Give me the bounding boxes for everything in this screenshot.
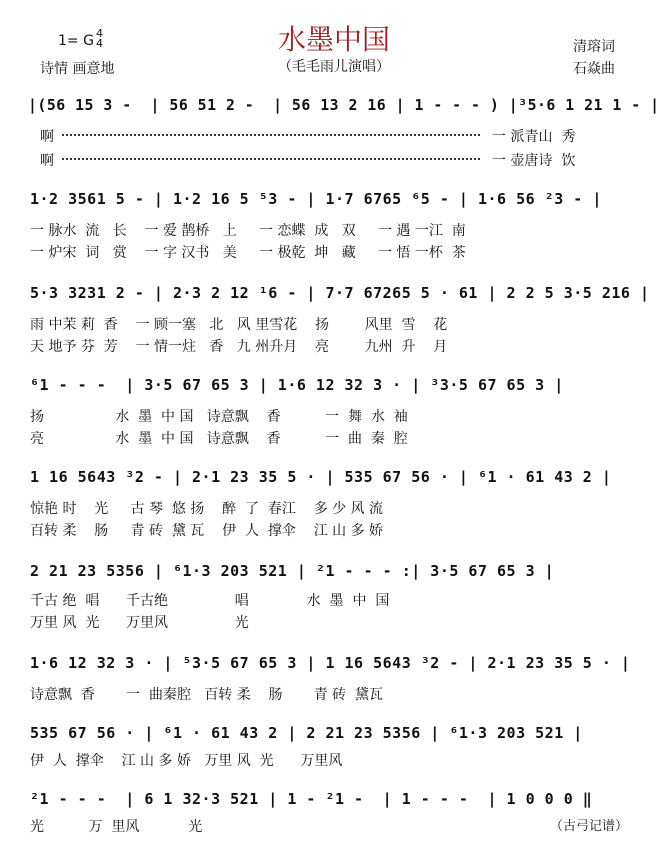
score-row-3: 5·3 3231 2 - | 2·3 2 12 ¹6 - | 7·7 67265 5 · 61 | 2 2 5 3·5 216 |	[30, 284, 650, 302]
lyric-extension-line	[62, 158, 480, 160]
lyricist: 清瑢词	[573, 39, 615, 55]
lyrics-row-6-v2: 万里 风 光 万里风 光	[30, 615, 249, 631]
lyrics-row-4-v1: 扬 水 墨 中 国 诗意飘 香 一 舞 水 袖	[30, 409, 408, 425]
lyrics-row-1-v2: 啊	[40, 153, 54, 169]
lyrics-row-1-tail-v2: 一 壶唐诗 饮	[492, 153, 576, 169]
lyric-extension-line	[62, 134, 480, 136]
song-title: 水墨中国	[277, 23, 390, 56]
lyrics-row-1-tail-v1: 一 派青山 秀	[492, 129, 576, 145]
lyrics-row-3-v1: 雨 中茉 莉 香 一 顾一塞 北 风 里雪花 扬 风里 雪 花	[30, 317, 448, 333]
score-row-2: 1·2 3561 5 - | 1·2 16 5 ⁵3 - | 1·7 6765 ⁶5 - | 1·6 56 ²3 - |	[30, 190, 602, 208]
lyrics-row-4-v2: 亮 水 墨 中 国 诗意飘 香 一 曲 秦 腔	[30, 431, 408, 447]
lyrics-row-7: 诗意飘 香 一 曲秦腔 百转 柔 肠 青 砖 黛瓦	[30, 687, 384, 703]
time-bottom: 4	[96, 37, 103, 50]
score-row-6: 2 21 23 5356 | ⁶1·3 203 521 | ²1 - - - :| 3·5 67 65 3 |	[30, 562, 555, 580]
lyrics-row-3-v2: 天 地予 芬 芳 一 情一炷 香 九 州升月 亮 九州 升 月	[30, 339, 448, 355]
lyrics-row-5-v1: 惊艳 时 光 古 琴 悠 扬 醉 了 春江 多 少 风 流	[30, 501, 384, 517]
lyrics-row-8: 伊 人 撑伞 江 山 多 娇 万里 风 光 万里风	[30, 753, 343, 769]
score-row-7: 1·6 12 32 3 · | ⁵3·5 67 65 3 | 1 16 5643 ³2 - | 2·1 23 35 5 · |	[30, 654, 631, 672]
lyrics-row-2-v2: 一 炉宋 词 赏 一 字 汉书 美 一 极乾 坤 藏 一 悟 一杯 茶	[30, 245, 466, 261]
lyrics-row-5-v2: 百转 柔 肠 青 砖 黛 瓦 伊 人 撑伞 江 山 多 娇	[30, 523, 384, 539]
transcriber-credit: （古弓记谱）	[549, 819, 628, 834]
key-signature: 1= G	[58, 33, 94, 49]
composer: 石焱曲	[573, 61, 615, 77]
lyrics-row-9: 光 万 里风 光	[30, 819, 203, 835]
time-top: 4	[96, 27, 103, 40]
lyrics-row-1-v1: 啊	[40, 129, 54, 145]
lyrics-row-6-v1: 千古 绝 唱 千古绝 唱 水 墨 中 国	[30, 593, 390, 609]
mood-marking: 诗情 画意地	[40, 61, 115, 77]
score-row-4: ⁶1 - - - | 3·5 67 65 3 | 1·6 12 32 3 · | ³3·5 67 65 3 |	[30, 376, 564, 394]
performer-subtitle: （毛毛雨儿演唱）	[278, 59, 390, 75]
time-signature	[96, 29, 103, 49]
score-row-8: 535 67 56 · | ⁶1 · 61 43 2 | 2 21 23 5356 | ⁶1·3 203 521 |	[30, 724, 583, 742]
score-row-9: ²1 - - - | 6 1 32·3 521 | 1 - ²1 - | 1 - - - | 1 0 0 0 ‖	[30, 790, 593, 808]
lyrics-row-2-v1: 一 脉水 流 长 一 爱 鹊桥 上 一 恋蝶 成 双 一 遇 一江 南	[30, 223, 466, 239]
score-row-1: |(56 15 3 - | 56 51 2 - | 56 13 2 16 | 1 - - - ) |³5·6 1 21 1 - |	[28, 96, 660, 114]
score-row-5: 1 16 5643 ³2 - | 2·1 23 35 5 · | 535 67 56 · | ⁶1 · 61 43 2 |	[30, 468, 612, 486]
